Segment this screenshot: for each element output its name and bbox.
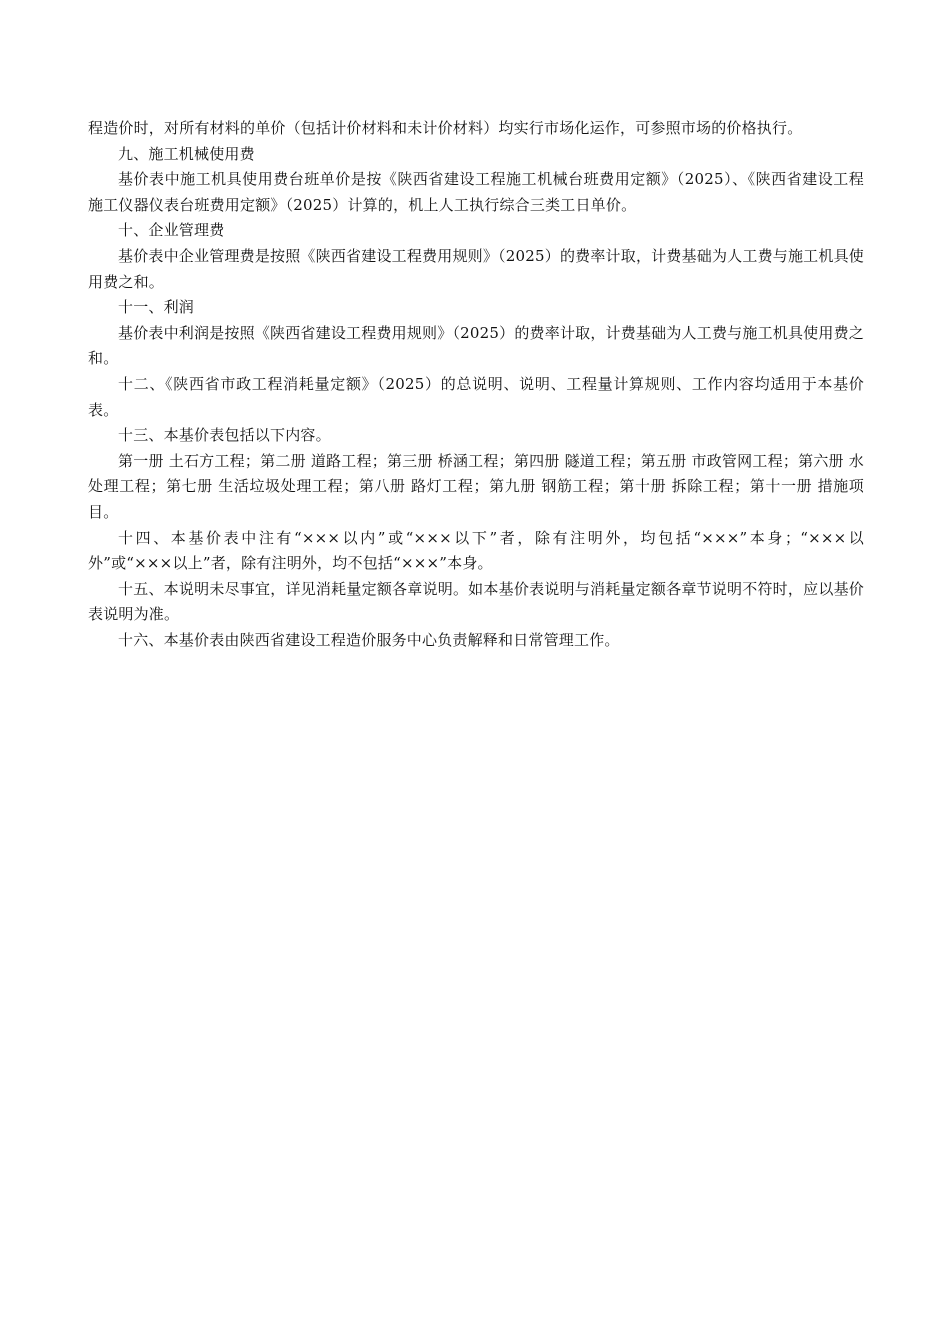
paragraph-within-rule: 十四、本基价表中注有“×××以内”或“×××以下”者，除有注明外，均包括“×××”本身；“×××以外”或“×××以上”者，除有注明外，均不包括“×××”本身。	[88, 528, 864, 573]
heading-profit: 十一、利润	[118, 298, 195, 317]
paragraph-profit: 基价表中利润是按照《陕西省建设工程费用规则》（2025）的费率计取，计费基础为人工费与施工机具使用费之和。	[88, 323, 864, 368]
paragraph-machinery-fee: 基价表中施工机具使用费台班单价是按《陕西省建设工程施工机械台班费用定额》（2025）、《陕西省建设工程施工仪器仪表台班费用定额》（2025）计算的，机上人工执行综合三类工日单价。	[88, 170, 864, 214]
paragraph-applicability: 十二、《陕西省市政工程消耗量定额》（2025）的总说明、说明、工程量计算规则、工作内容均适用于本基价表。	[88, 374, 864, 419]
paragraph-management-fee: 基价表中企业管理费是按照《陕西省建设工程费用规则》（2025）的费率计取，计费基础为人工费与施工机具使用费之和。	[88, 246, 864, 291]
paragraph-volume-list: 第一册 土石方工程；第二册 道路工程；第三册 桥涵工程；第四册 隧道工程；第五册 市政管网工程；第六册 水处理工程；第七册 生活垃圾处理工程；第八册 路灯工程；第九册 钢筋工程；第十册 拆除工程；第十一册 措施项目。	[88, 451, 864, 521]
heading-management-fee: 十、企业管理费	[118, 221, 225, 240]
heading-contents: 十三、本基价表包括以下内容。	[118, 426, 331, 445]
paragraph-interpretation: 十六、本基价表由陕西省建设工程造价服务中心负责解释和日常管理工作。	[118, 630, 620, 649]
heading-machinery-fee: 九、施工机械使用费	[118, 144, 255, 163]
paragraph-material-price-continuation: 程造价时，对所有材料的单价（包括计价材料和未计价材料）均实行市场化运作，可参照市场的价格执行。	[88, 119, 803, 137]
paragraph-unspecified-matters: 十五、本说明未尽事宜，详见消耗量定额各章说明。如本基价表说明与消耗量定额各章节说明不符时，应以基价表说明为准。	[88, 579, 864, 624]
document-body	[88, 116, 864, 653]
